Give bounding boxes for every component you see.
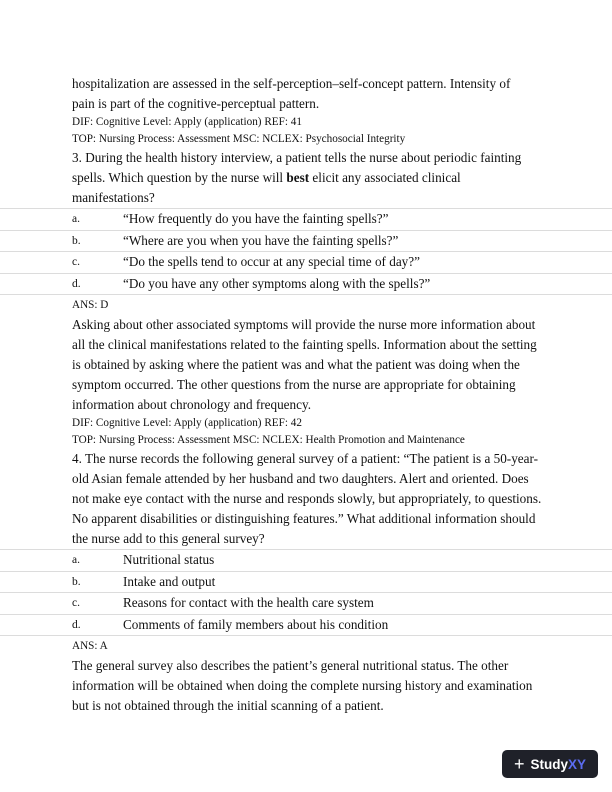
q4-option-d xyxy=(0,614,612,637)
option-text: Comments of family members about his condition xyxy=(123,616,389,632)
option-text: “Do you have any other symptoms along with the spells?” xyxy=(123,275,431,291)
option-text: Intake and output xyxy=(123,573,216,589)
intro-top: TOP: Nursing Process: Assessment MSC: NCLEX: Psychosocial Integrity xyxy=(72,133,406,145)
option-text: “Do the spells tend to occur at any special time of day?” xyxy=(123,254,420,270)
option-text: Reasons for contact with the health care system xyxy=(123,595,374,611)
badge-word-xy: XY xyxy=(568,756,587,772)
plus-icon: + xyxy=(513,754,525,774)
option-letter: d. xyxy=(72,618,81,631)
badge-word-study: Study xyxy=(530,756,568,772)
q3-stem-end: elicit any associated clinical manifestations? xyxy=(72,170,461,205)
option-letter: c. xyxy=(72,597,80,610)
q4-answer: ANS: A xyxy=(72,640,108,652)
option-text: “Where are you when you have the fainting spells?” xyxy=(123,232,399,248)
page-content xyxy=(72,74,542,716)
q4-stem: 4. The nurse records the following general survey of a patient: “The patient is a 50-year-old Asian female attended by her husband and two daughters. Alert and oriented. Does not make eye contact with the nurse and responds slowly, but appropriately, to questions. No apparent disabilities or distinguishing features.” What additional information should the nurse add to this general survey? xyxy=(72,451,542,546)
option-letter: b. xyxy=(72,575,81,588)
q3-option-a xyxy=(0,208,612,230)
q3-stem xyxy=(72,148,542,208)
option-letter: c. xyxy=(72,256,80,269)
q3-top: TOP: Nursing Process: Assessment MSC: NCLEX: Health Promotion and Maintenance xyxy=(72,434,465,446)
q3-rationale: Asking about other associated symptoms will provide the nurse more information about all the clinical manifestations related to the fainting spells. Information about the setting is obtained by asking where the patient was and what the patient was doing when the symptom occurred. The other questions from the nurse are appropriate for obtaining information about chronology and frequency. xyxy=(72,317,537,412)
q3-dif: DIF: Cognitive Level: Apply (application) REF: 42 xyxy=(72,417,302,429)
option-letter: a. xyxy=(72,213,80,226)
badge-label xyxy=(530,757,586,772)
q4-options xyxy=(0,549,612,636)
q3-option-d xyxy=(0,273,612,296)
q3-stem-bold: best xyxy=(286,170,310,185)
q3-option-b xyxy=(0,230,612,252)
q4-option-a xyxy=(0,549,612,571)
studyxy-badge[interactable] xyxy=(502,750,598,778)
intro-line-2: pain is part of the cognitive-perceptual pattern. xyxy=(72,96,320,111)
q4-option-c xyxy=(0,592,612,614)
intro-line-1: hospitalization are assessed in the self-perception–self-concept pattern. Intensity of xyxy=(72,76,511,91)
q3-answer: ANS: D xyxy=(72,299,109,311)
option-text: Nutritional status xyxy=(123,552,215,568)
option-letter: d. xyxy=(72,277,81,290)
option-letter: a. xyxy=(72,554,80,567)
q3-options xyxy=(0,208,612,295)
q4-option-b xyxy=(0,571,612,593)
option-letter: b. xyxy=(72,234,81,247)
q3-stem-start: 3. During the health history interview, a patient tells the nurse about periodic fainting spells. Which question by the nurse will xyxy=(72,150,522,185)
intro-dif: DIF: Cognitive Level: Apply (application) REF: 41 xyxy=(72,116,302,128)
q4-rationale: The general survey also describes the patient’s general nutritional status. The other information will be obtained when doing the complete nursing history and examination but is not obtained through the initial scanning of a patient. xyxy=(72,658,533,713)
q3-option-c xyxy=(0,251,612,273)
option-text: “How frequently do you have the fainting spells?” xyxy=(123,211,389,227)
